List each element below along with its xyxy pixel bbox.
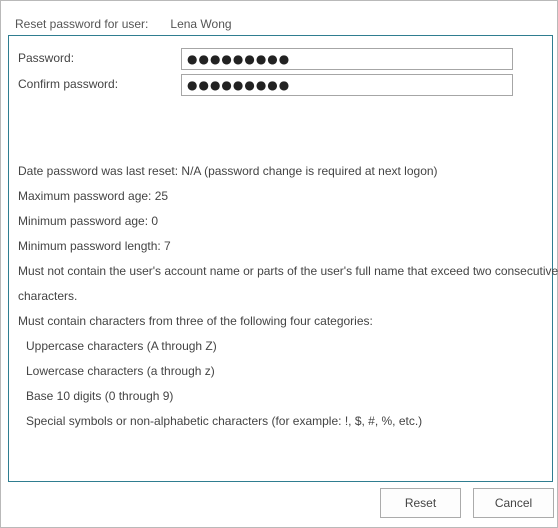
name-rule-text: Must not contain the user's account name or parts of the user's full name that exceed two consecutive xyxy=(18,264,558,278)
password-panel xyxy=(8,35,558,482)
user-name: Lena Wong xyxy=(170,17,232,31)
min-length-text: Minimum password length: 7 xyxy=(18,239,171,253)
min-age-text: Minimum password age: 0 xyxy=(18,214,159,228)
categories-intro-text: Must contain characters from three of the following four categories: xyxy=(18,314,373,328)
category-uppercase: Uppercase characters (A through Z) xyxy=(26,339,217,353)
confirm-password-row xyxy=(18,74,538,96)
dialog-title: Reset password for user: xyxy=(15,17,149,31)
dialog-header xyxy=(15,16,232,32)
name-rule-text-continued: characters. xyxy=(18,289,78,303)
reset-button[interactable]: Reset xyxy=(380,488,461,518)
confirm-password-input[interactable] xyxy=(181,74,513,96)
max-age-text: Maximum password age: 25 xyxy=(18,189,169,203)
password-input[interactable] xyxy=(181,48,513,70)
last-reset-text: Date password was last reset: N/A (password change is required at next logon) xyxy=(18,164,438,178)
cancel-button[interactable]: Cancel xyxy=(473,488,554,518)
password-row xyxy=(18,48,538,70)
confirm-password-label: Confirm password: xyxy=(18,77,119,91)
password-label: Password: xyxy=(18,51,75,65)
category-special: Special symbols or non-alphabetic characters (for example: !, $, #, %, etc.) xyxy=(26,414,423,428)
category-digits: Base 10 digits (0 through 9) xyxy=(26,389,174,403)
category-lowercase: Lowercase characters (a through z) xyxy=(26,364,215,378)
